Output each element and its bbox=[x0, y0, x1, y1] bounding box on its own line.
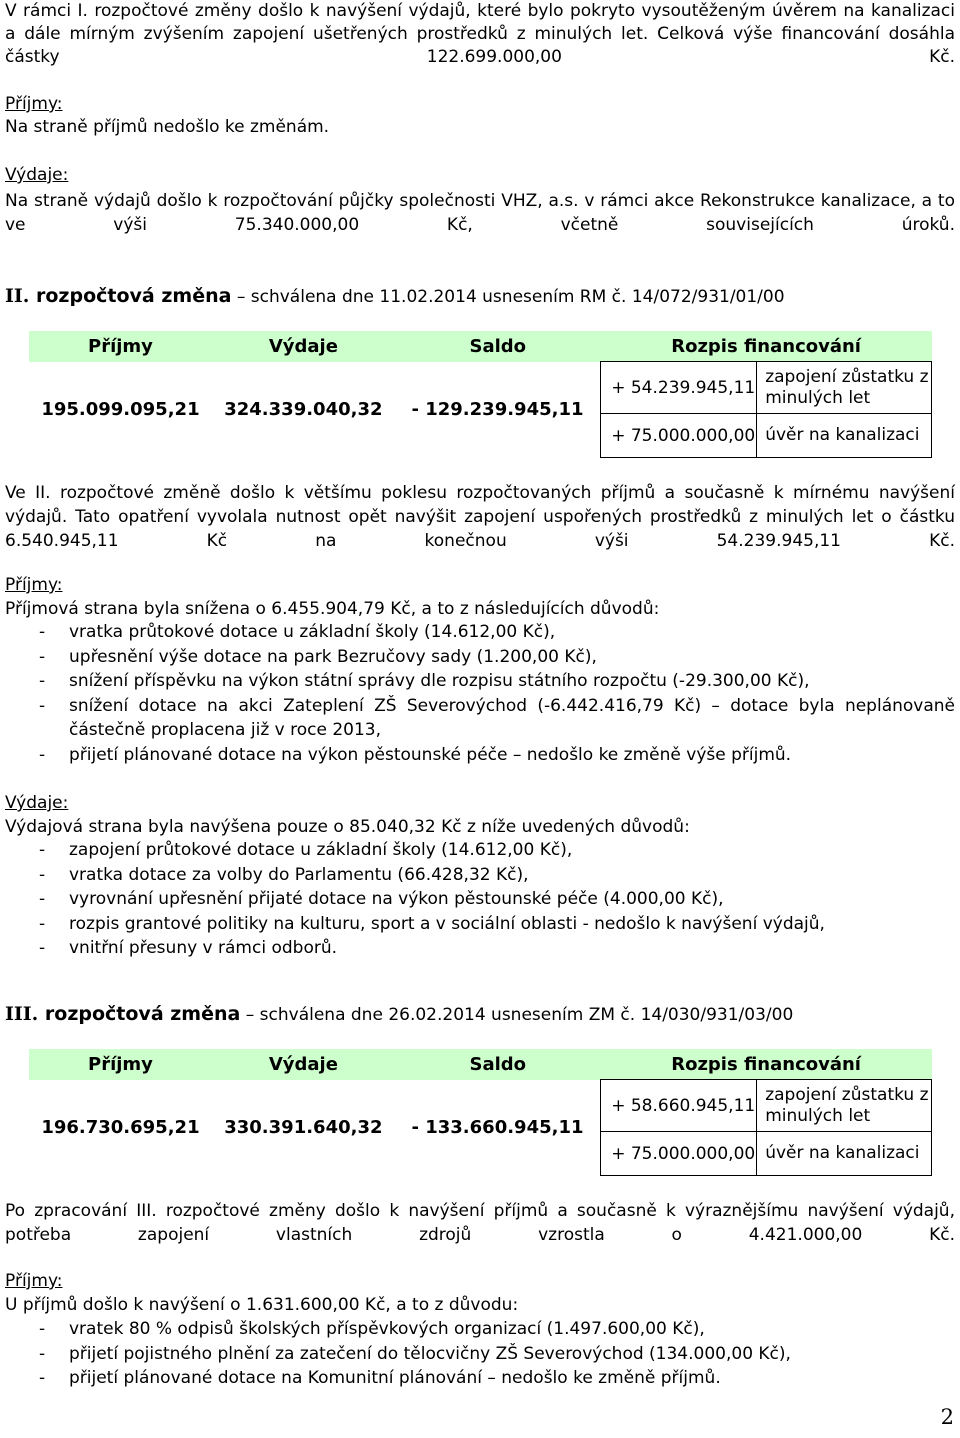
section3-roman: III. bbox=[5, 1003, 39, 1025]
table-cell-vydaje: 324.339.040,32 bbox=[224, 399, 383, 420]
list-item: - přijetí plánované dotace na Komunitní plánování – nedošlo ke změně příjmů. bbox=[39, 1368, 721, 1388]
section3-subtitle: – schválena dne 26.02.2014 usnesením ZM č. 14/030/931/03/00 bbox=[240, 1005, 794, 1025]
table-cell-amount: + 58.660.945,11 bbox=[601, 1080, 757, 1132]
page-number: 2 bbox=[940, 1405, 954, 1429]
intro-prijmy-text: Na straně příjmů nedošlo ke změnám. bbox=[5, 117, 330, 137]
intro-paragraph: V rámci I. rozpočtové změny došlo k navýšení výdajů, které bylo pokryto vysoutěženým úvěrem na kanalizaci a dále mírným zvýšením zapojení ušetřených prostředků z minulých let. Celková výše financování dosáhla částky 122.699.000,00 Kč. bbox=[5, 1, 955, 67]
section3-prijmy-list bbox=[5, 1317, 955, 1391]
section2-prijmy-intro: Příjmová strana byla snížena o 6.455.904,79 Kč, a to z následujících důvodů: bbox=[5, 599, 660, 619]
table-cell-amount: + 75.000.000,00 bbox=[601, 414, 757, 458]
table-cell-vydaje: 330.391.640,32 bbox=[224, 1117, 383, 1138]
section3-paragraph: Po zpracování III. rozpočtové změny došlo k navýšení příjmů a současně k výraznějšímu navýšení výdajů, potřeba zapojení vlastních zdrojů vzrostla o 4.421.000,00 Kč. bbox=[5, 1201, 955, 1245]
table-cell-saldo: - 133.660.945,11 bbox=[411, 1117, 584, 1138]
section2-finance-table bbox=[29, 331, 932, 458]
list-item: - vratka průtokové dotace u základní školy (14.612,00 Kč), bbox=[39, 622, 556, 642]
list-item: - vratek 80 % odpisů školských příspěvkových organizací (1.497.600,00 Kč), bbox=[39, 1319, 705, 1339]
intro-vydaje-heading: Výdaje: bbox=[5, 165, 69, 185]
list-item: - snížení příspěvku na výkon státní správy dle rozpisu státního rozpočtu (-29.300,00 Kč), bbox=[39, 671, 810, 691]
section3-finance-table bbox=[29, 1049, 932, 1176]
section3-prijmy-heading: Příjmy: bbox=[5, 1271, 63, 1291]
list-item: - vnitřní přesuny v rámci odborů. bbox=[39, 938, 338, 958]
list-item: - upřesnění výše dotace na park Bezručovy sady (1.200,00 Kč), bbox=[39, 646, 597, 667]
section3-prijmy-intro: U příjmů došlo k navýšení o 1.631.600,00 Kč, a to z důvodu: bbox=[5, 1295, 519, 1315]
table-header-prijmy: Příjmy bbox=[29, 1049, 212, 1080]
table-header-rozpis: Rozpis financování bbox=[601, 331, 932, 362]
table-header-rozpis: Rozpis financování bbox=[601, 1049, 932, 1080]
section2-paragraph: Ve II. rozpočtové změně došlo k většímu poklesu rozpočtovaných příjmů a současně k mírnému navýšení výdajů. Tato opatření vyvolala nutnost opět navýšit zapojení uspořených prostředků z minulých let o částku 6.540.945,11 Kč na konečnou výši 54.239.945,11 Kč. bbox=[5, 483, 955, 551]
list-item: - vyrovnání upřesnění přijaté dotace na výkon pěstounské péče (4.000,00 Kč), bbox=[39, 889, 724, 909]
table-cell-saldo: - 129.239.945,11 bbox=[411, 399, 584, 420]
table-header-saldo: Saldo bbox=[395, 331, 601, 362]
list-item: - přijetí pojistného plnění za zatečení do tělocvičny ZŠ Severovýchod (134.000,00 Kč), bbox=[39, 1343, 791, 1364]
section2-vydaje-intro: Výdajová strana byla navýšena pouze o 85.040,32 Kč z níže uvedených důvodů: bbox=[5, 817, 690, 837]
list-item: - vratka dotace za volby do Parlamentu (66.428,32 Kč), bbox=[39, 864, 529, 885]
section2-title: rozpočtová změna bbox=[29, 285, 232, 307]
table-header-prijmy: Příjmy bbox=[29, 331, 212, 362]
table-cell-label: zapojení zůstatku z minulých let bbox=[757, 1080, 932, 1132]
table-cell-amount: + 54.239.945,11 bbox=[601, 362, 757, 414]
section2-roman: II. bbox=[5, 285, 30, 307]
section2-prijmy-list bbox=[5, 620, 955, 767]
section3-heading bbox=[5, 1003, 793, 1026]
table-cell-amount: + 75.000.000,00 bbox=[601, 1132, 757, 1176]
section2-vydaje-list bbox=[5, 838, 955, 961]
table-cell-prijmy: 195.099.095,21 bbox=[41, 399, 200, 420]
list-item: - snížení dotace na akci Zateplení ZŠ Severovýchod (-6.442.416,79 Kč) – dotace byla neplánovaně částečně proplacena již v roce 2013, bbox=[39, 695, 955, 740]
intro-prijmy-heading: Příjmy: bbox=[5, 94, 63, 114]
table-header-vydaje: Výdaje bbox=[212, 331, 395, 362]
section2-vydaje-heading: Výdaje: bbox=[5, 793, 69, 813]
table-cell-label: zapojení zůstatku z minulých let bbox=[757, 362, 932, 414]
list-item: - přijetí plánované dotace na výkon pěstounské péče – nedošlo ke změně výše příjmů. bbox=[39, 744, 792, 765]
section3-title: rozpočtová změna bbox=[38, 1003, 241, 1025]
list-item: - zapojení průtokové dotace u základní školy (14.612,00 Kč), bbox=[39, 840, 573, 860]
table-header-saldo: Saldo bbox=[395, 1049, 601, 1080]
section2-heading bbox=[5, 285, 785, 308]
table-cell-label: úvěr na kanalizaci bbox=[757, 1132, 932, 1176]
section2-subtitle: – schválena dne 11.02.2014 usnesením RM č. 14/072/931/01/00 bbox=[231, 287, 785, 307]
table-cell-label: úvěr na kanalizaci bbox=[757, 414, 932, 458]
table-header-vydaje: Výdaje bbox=[212, 1049, 395, 1080]
intro-vydaje-text: Na straně výdajů došlo k rozpočtování půjčky společnosti VHZ, a.s. v rámci akce Rekonstrukce kanalizace, a to ve výši 75.340.000,00 Kč, včetně souvisejících úroků. bbox=[5, 191, 955, 235]
section2-prijmy-heading: Příjmy: bbox=[5, 575, 63, 595]
table-cell-prijmy: 196.730.695,21 bbox=[41, 1117, 200, 1138]
list-item: - rozpis grantové politiky na kulturu, sport a v sociální oblasti - nedošlo k navýšení výdajů, bbox=[39, 913, 825, 934]
